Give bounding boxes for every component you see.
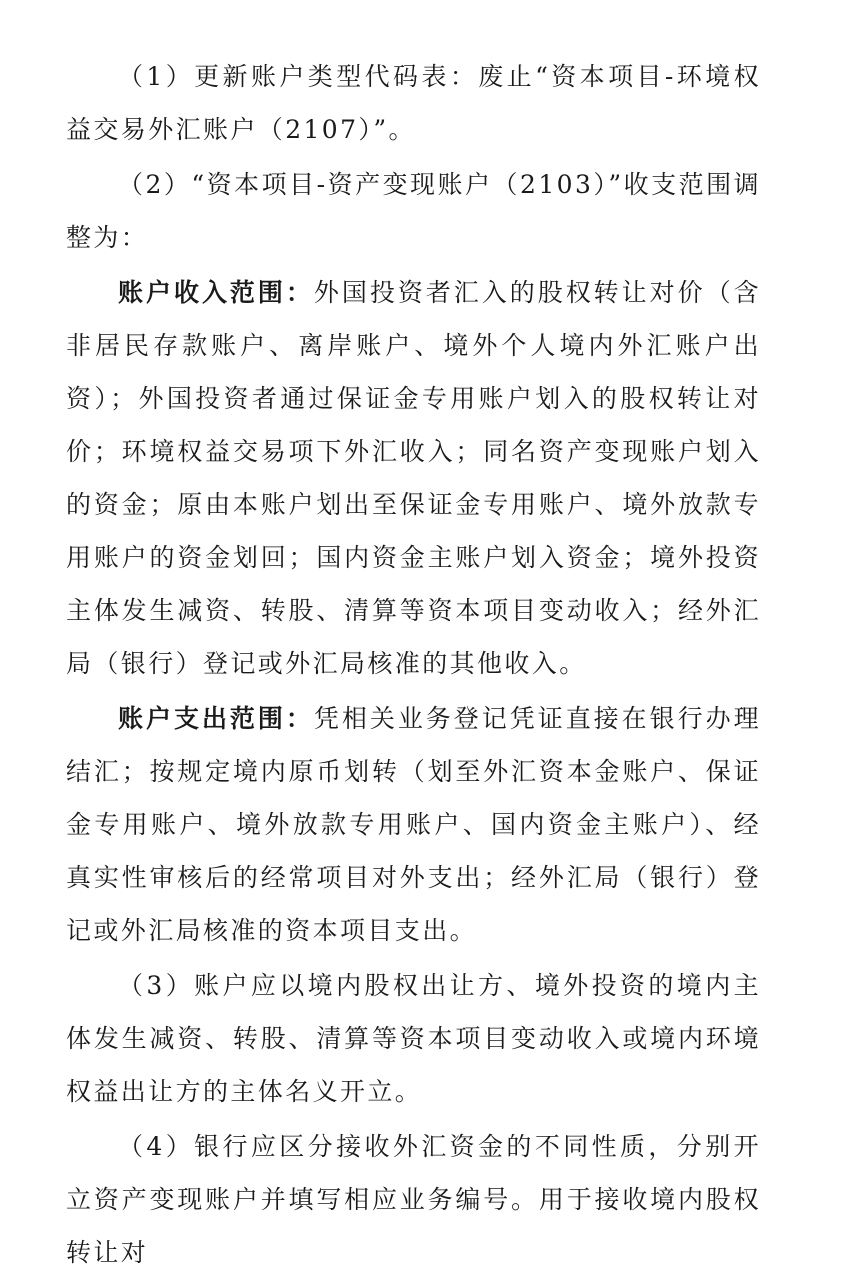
paragraph-1-text: （1）更新账户类型代码表：废止“资本项目-环境权益交易外汇账户（2107）”。 [66, 62, 761, 144]
paragraph-6-text: （4）银行应区分接收外汇资金的不同性质，分别开立资产变现账户并填写相应业务编号。用于接收境内股权转让对 [66, 1132, 761, 1267]
paragraph-4 [66, 692, 761, 957]
paragraph-5-text: （3）账户应以境内股权出让方、境外投资的境内主体发生减资、转股、清算等资本项目变动收入或境内环境权益出让方的主体名义开立。 [66, 971, 761, 1106]
document-page [66, 50, 761, 1267]
paragraph-6 [66, 1120, 761, 1279]
paragraph-3-text: 外国投资者汇入的股权转让对价（含非居民存款账户、离岸账户、境外个人境内外汇账户出资）；外国投资者通过保证金专用账户划入的股权转让对价；环境权益交易项下外汇收入；同名资产变现账户划入的资金；原由本账户划出至保证金专用账户、境外放款专用账户的资金划回；国内资金主账户划入资金；境外投资主体发生减资、转股、清算等资本项目变动收入；经外汇局（银行）登记或外汇局核准的其他收入。 [66, 278, 761, 678]
paragraph-4-text: 凭相关业务登记凭证直接在银行办理结汇；按规定境内原币划转（划至外汇资本金账户、保证金专用账户、境外放款专用账户、国内资金主账户）、经真实性审核后的经常项目对外支出；经外汇局（银行）登记或外汇局核准的资本项目支出。 [66, 704, 761, 945]
paragraph-2-text: （2）“资本项目-资产变现账户（2103）”收支范围调整为： [66, 170, 761, 252]
paragraph-2 [66, 158, 761, 264]
income-scope-heading: 账户收入范围： [118, 278, 314, 307]
paragraph-3 [66, 266, 761, 690]
expense-scope-heading: 账户支出范围： [118, 704, 314, 733]
paragraph-1 [66, 50, 761, 156]
paragraph-5 [66, 959, 761, 1118]
